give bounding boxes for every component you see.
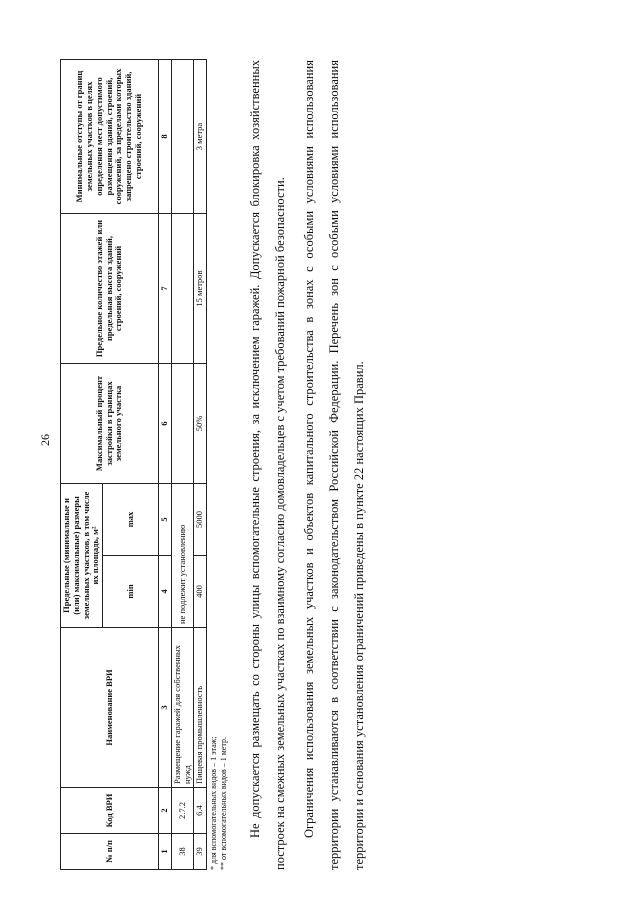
body-text bbox=[243, 60, 372, 870]
col-number: 3 bbox=[159, 628, 172, 788]
row-setback bbox=[171, 60, 194, 214]
row-coverage: 50% bbox=[194, 364, 207, 484]
col-number: 5 bbox=[159, 484, 172, 556]
paragraph: Не допускается размещать со стороны улицы вспомогательные строения, за исключением гаражей. Допускается блокировка хозяйственных построек на смежных земельных участках по взаимному согласию домовладельцев с учетом требований пожарной безопасности. bbox=[248, 60, 288, 870]
header-area: Предельные (минимальные и (или) максимальные) размеры земельных участков, в том числе их площадь, м² bbox=[61, 484, 103, 628]
header-area-max: max bbox=[103, 484, 159, 556]
row-code: 2.7.2 bbox=[171, 788, 194, 834]
header-name: Наименование ВРИ bbox=[61, 628, 159, 788]
header-coverage: Максимальный процент застройки в границах земельного участка bbox=[61, 364, 159, 484]
col-number: 6 bbox=[159, 364, 172, 484]
row-code: 6.4 bbox=[194, 788, 207, 834]
col-number: 7 bbox=[159, 214, 172, 364]
header-code: Код ВРИ bbox=[61, 788, 159, 834]
header-num: № п/п bbox=[61, 834, 159, 870]
col-number: 4 bbox=[159, 556, 172, 628]
row-name: Пищевая промышленность bbox=[194, 628, 207, 788]
row-num: 38 bbox=[171, 834, 194, 870]
table-row bbox=[194, 60, 207, 870]
header-setback: Минимальные отступы от границ земельных участков в целях определения мест допустимого размещения зданий, строений, сооружений, за пределами которых запрещено строительство зданий, строений, сооружений bbox=[61, 60, 159, 214]
row-num: 39 bbox=[194, 834, 207, 870]
table-notes bbox=[209, 60, 229, 870]
col-number: 8 bbox=[159, 60, 172, 214]
row-name: Размещение гаражей для собственных нужд bbox=[171, 628, 194, 788]
row-floors bbox=[171, 214, 194, 364]
rotated-page-content bbox=[60, 60, 500, 870]
col-number: 2 bbox=[159, 788, 172, 834]
row-floors: 15 метров bbox=[194, 214, 207, 364]
header-area-min: min bbox=[103, 556, 159, 628]
row-setback: 3 метра bbox=[194, 60, 207, 214]
page-number: 26 bbox=[38, 434, 52, 446]
paragraph: Ограничения использования земельных участков и объектов капитального строительства в зонах с особыми условиями использования территории устанавливаются в соответствии с законодательством Российской Федерации. Перечень зон с особыми условиями использования территории и основания установления ограничений приведены в пункте 22 настоящих Правил. bbox=[302, 60, 367, 870]
note: * для вспомогательных видов – 1 этаж; bbox=[209, 736, 219, 870]
header-floors: Предельное количество этажей или предельная высота зданий, строений, сооружений bbox=[61, 214, 159, 364]
row-coverage bbox=[171, 364, 194, 484]
row-max: 5000 bbox=[194, 484, 207, 556]
column-numbers-row bbox=[159, 60, 172, 870]
table-row bbox=[171, 60, 194, 870]
vri-table bbox=[60, 59, 207, 870]
table-header-row bbox=[61, 60, 103, 870]
col-number: 1 bbox=[159, 834, 172, 870]
note: ** от вспомогательных видов – 1 метр. bbox=[219, 737, 229, 870]
row-min: 400 bbox=[194, 556, 207, 628]
row-merged-value: не подлежит установлению bbox=[171, 484, 194, 628]
